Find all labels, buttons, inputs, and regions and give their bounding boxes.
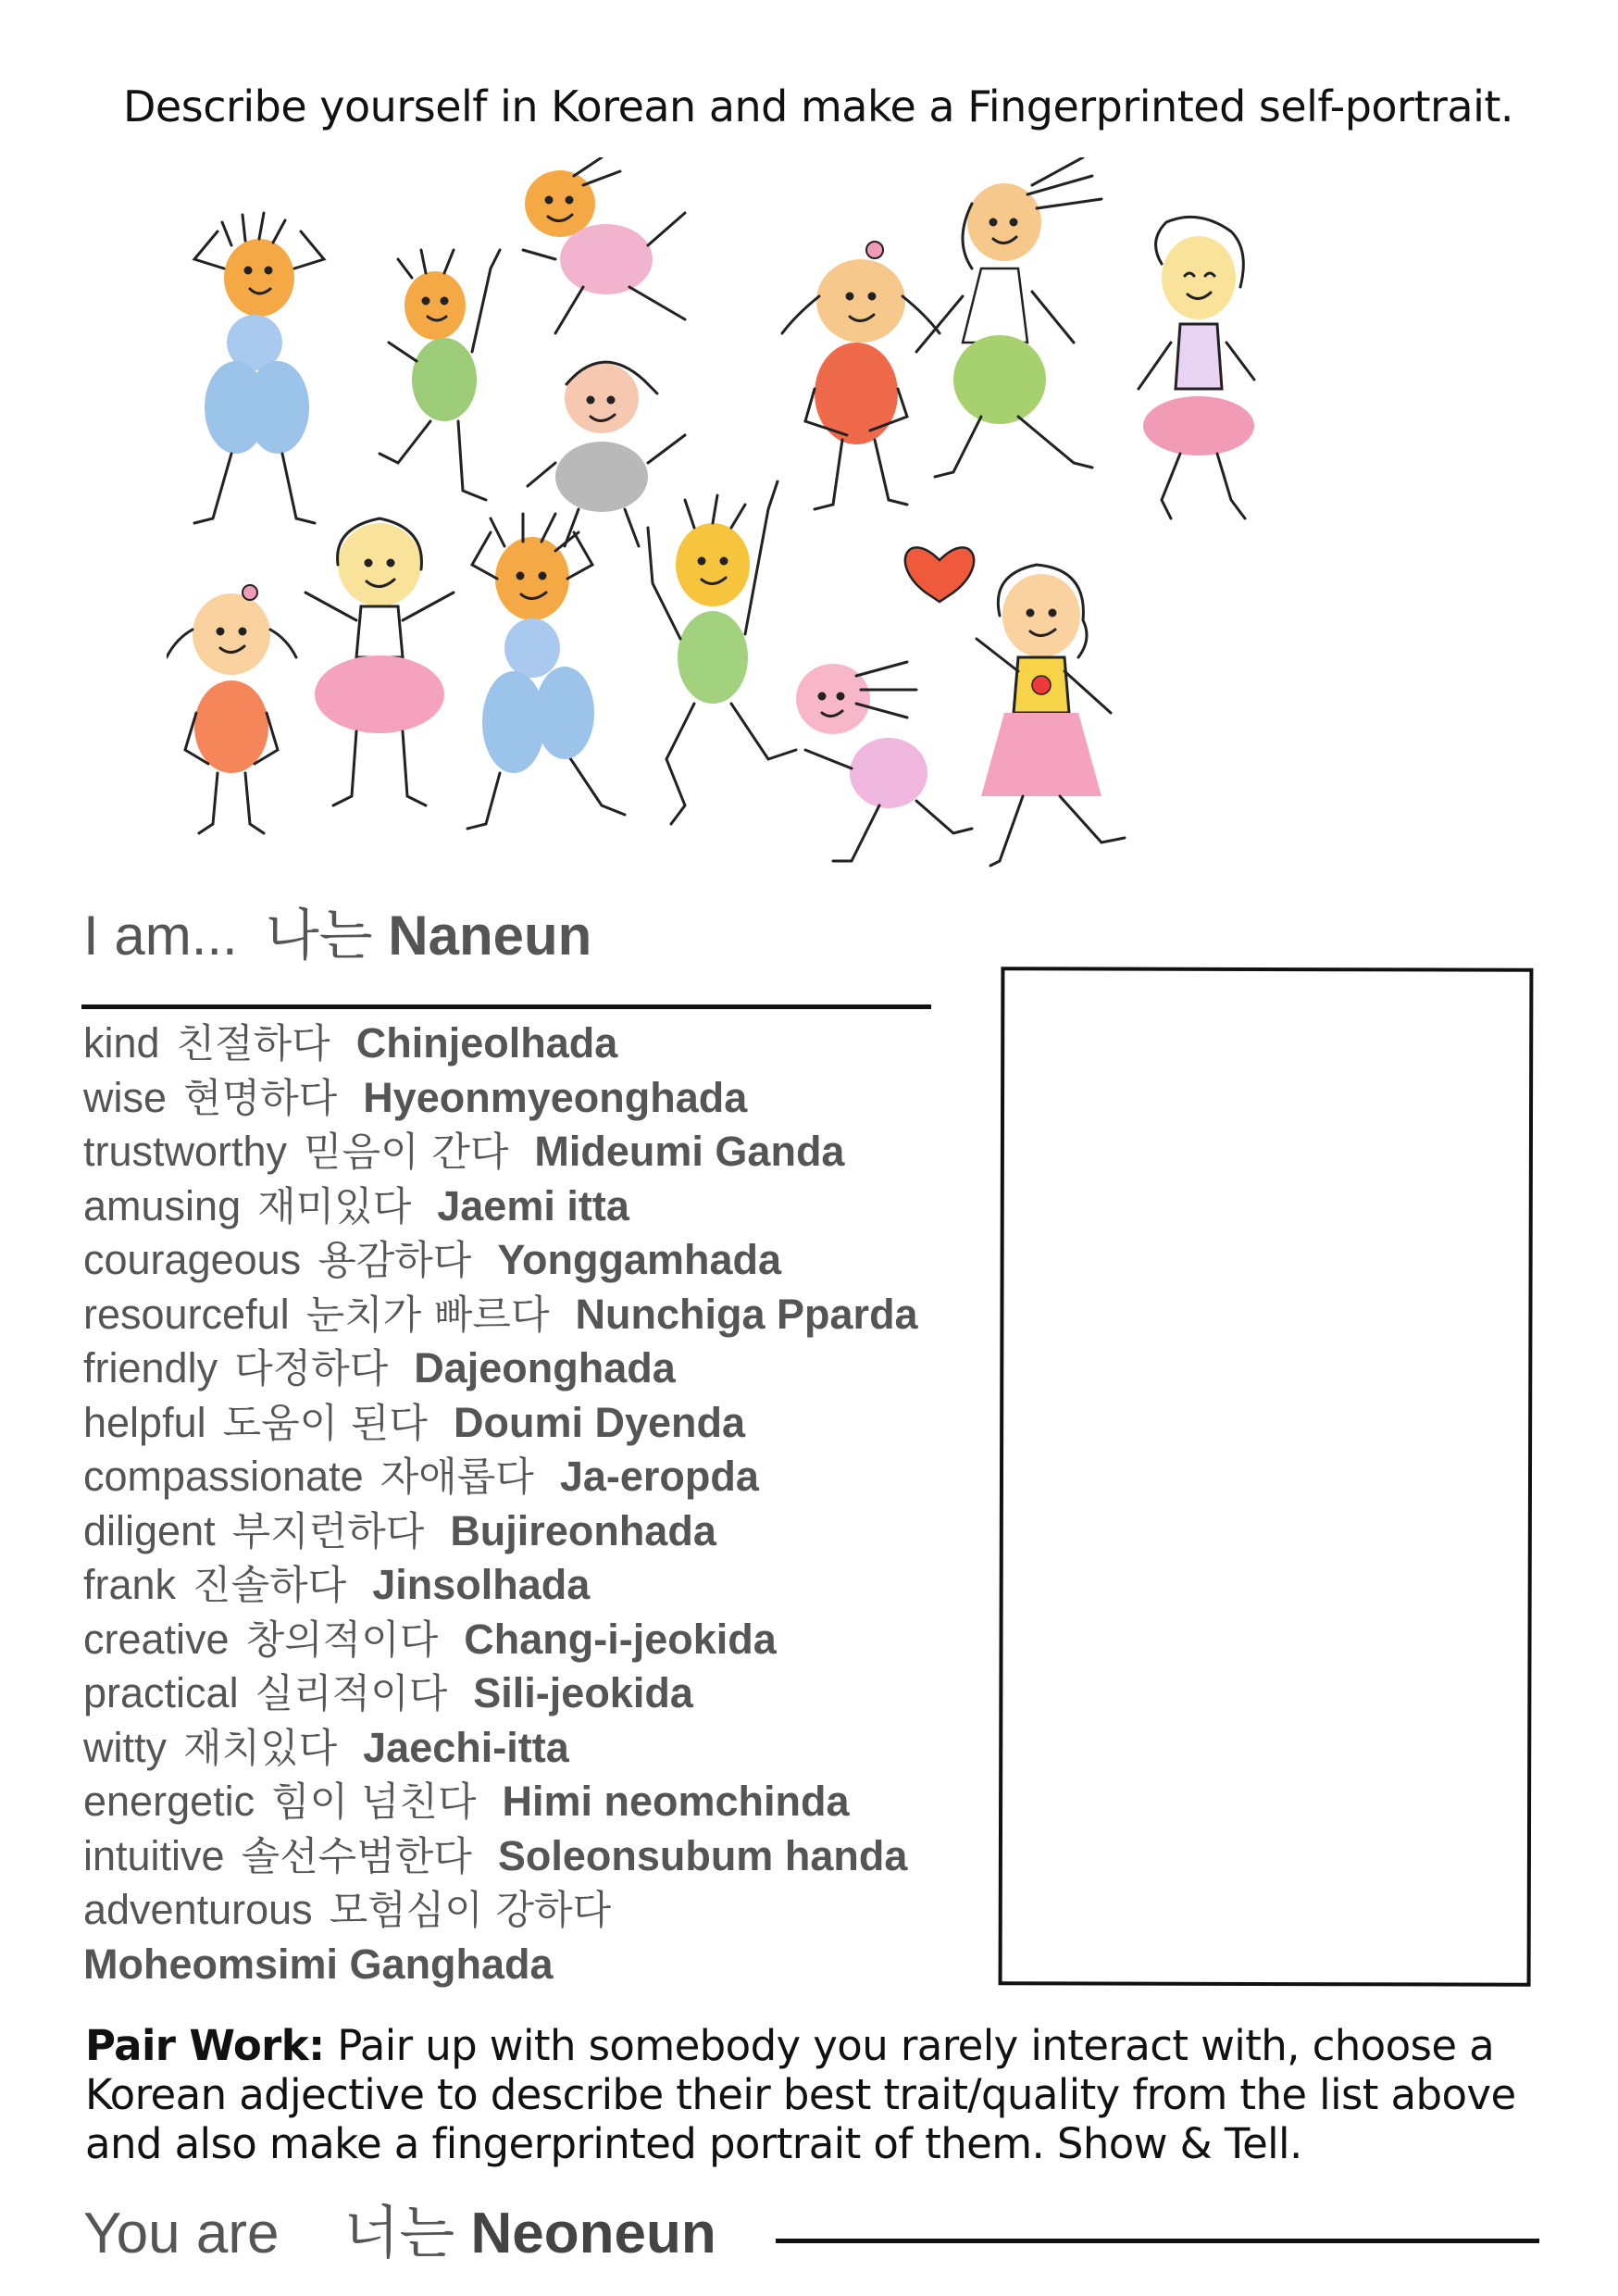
adjective-english: amusing: [83, 1181, 242, 1229]
adjective-korean: 다정하다: [234, 1346, 389, 1392]
adjective-romanized: Bujireonhada: [450, 1506, 716, 1554]
kid-pink-running: [796, 662, 972, 861]
adjective-row: [83, 1613, 918, 1667]
adjective-korean: 도움이 된다: [222, 1400, 428, 1447]
adjective-korean: 힘이 넘친다: [271, 1779, 477, 1826]
kid-gray-cap: [528, 362, 685, 546]
adjective-korean: 모험심이 강하다: [329, 1888, 612, 1934]
kid-yellow-dress: [977, 565, 1125, 866]
adjective-english: trustworthy: [83, 1128, 288, 1175]
adjective-row: [83, 1504, 918, 1559]
adjective-romanized: Doumi Dyenda: [453, 1398, 746, 1446]
adjective-korean: 눈치가 빠르다: [305, 1292, 550, 1339]
adjective-row: [83, 1233, 918, 1288]
you-are-romanized: Neoneun: [470, 2202, 716, 2265]
worksheet-title: Describe yourself in Korean and make a Fingerprinted self-portrait.: [123, 81, 1514, 131]
kid-green-jumping: [648, 481, 796, 824]
adjective-romanized: Jaemi itta: [437, 1181, 629, 1229]
adjective-row: [83, 1125, 918, 1179]
you-are-korean: 너는: [343, 2202, 455, 2265]
adjective-english: creative: [83, 1615, 230, 1663]
adjective-row: [83, 1396, 918, 1451]
heart-icon: [905, 547, 974, 602]
adjective-row: [83, 1071, 918, 1126]
adjective-english: helpful: [83, 1398, 206, 1446]
i-am-english: I am...: [83, 905, 238, 967]
adjective-korean: 재치있다: [183, 1725, 338, 1772]
self-portrait-box[interactable]: [999, 967, 1534, 1987]
adjective-row-continued: [83, 1938, 918, 1992]
adjective-korean: 친절하다: [176, 1021, 330, 1067]
adjective-row: [83, 1288, 918, 1342]
adjective-korean: 자애롭다: [380, 1454, 534, 1501]
kid-pink-jumping: [523, 157, 685, 333]
adjective-row: [83, 1666, 918, 1721]
adjective-romanized: Dajeonghada: [414, 1344, 676, 1391]
pair-work-text: Pair up with somebody you rarely interact with, choose a Korean adjective to describe their best trait/quality from the list above and also make a fingerprinted portrait of them. Show & Tell.: [85, 2021, 1516, 2168]
kid-green-dress: [916, 157, 1101, 477]
adjective-row: [83, 1017, 918, 1071]
adjective-english: energetic: [83, 1778, 255, 1825]
adjective-romanized: Moheomsimi Ganghada: [83, 1940, 554, 1988]
adjective-row: [83, 1450, 918, 1504]
adjective-english: kind: [83, 1019, 160, 1067]
adjective-english: intuitive: [83, 1831, 225, 1879]
kid-blue-boy: [194, 213, 324, 523]
adjective-row: [83, 1179, 918, 1234]
adjective-english: frank: [83, 1561, 177, 1608]
i-am-answer-line[interactable]: [81, 1004, 931, 1009]
kid-blue-boy-2: [467, 514, 625, 829]
adjective-english: resourceful: [83, 1290, 290, 1338]
adjective-korean: 진솔하다: [193, 1563, 347, 1609]
adjective-romanized: Soleonsubum handa: [497, 1831, 908, 1879]
adjective-romanized: Chinjeolhada: [355, 1019, 618, 1067]
adjective-romanized: Mideumi Ganda: [534, 1128, 845, 1175]
adjective-row: [83, 1829, 918, 1884]
adjective-english: adventurous: [83, 1886, 313, 1933]
adjective-romanized: Nunchiga Pparda: [575, 1290, 918, 1338]
adjective-romanized: Sili-jeokida: [473, 1669, 693, 1716]
adjective-korean: 솔선수범한다: [241, 1833, 472, 1880]
i-am-heading: [83, 892, 591, 971]
i-am-romanized: Naneun: [388, 905, 592, 967]
adjective-korean: 용감하다: [317, 1238, 472, 1284]
adjective-english: witty: [83, 1723, 167, 1771]
pair-work-label: Pair Work:: [85, 2021, 325, 2070]
adjective-romanized: Jaechi-itta: [363, 1723, 569, 1771]
adjective-korean: 부지런하다: [231, 1508, 425, 1555]
kid-green-boy: [380, 250, 500, 500]
adjective-english: wise: [83, 1073, 168, 1121]
you-are-answer-line[interactable]: [776, 2239, 1539, 2243]
adjective-row: [83, 1883, 918, 1938]
fingerprint-children-illustration: [167, 157, 1407, 944]
adjective-list: [83, 1017, 918, 1991]
adjective-english: compassionate: [83, 1453, 364, 1500]
adjective-row: [83, 1558, 918, 1613]
pair-work-instructions: [85, 2021, 1566, 2168]
adjective-row: [83, 1341, 918, 1396]
adjective-english: diligent: [83, 1506, 216, 1554]
adjective-english: friendly: [83, 1344, 218, 1391]
kid-pink-tutu: [1139, 217, 1254, 518]
adjective-romanized: Himi neomchinda: [502, 1778, 850, 1825]
adjective-romanized: Jinsolhada: [372, 1561, 591, 1608]
adjective-romanized: Chang-i-jeokida: [464, 1615, 777, 1663]
kid-orange-girl: [167, 585, 296, 833]
adjective-english: courageous: [83, 1236, 302, 1283]
adjective-romanized: Yonggamhada: [497, 1236, 782, 1283]
adjective-korean: 현명하다: [183, 1075, 338, 1122]
adjective-row: [83, 1721, 918, 1776]
you-are-english: You are: [83, 2202, 280, 2265]
adjective-romanized: Hyeonmyeonghada: [363, 1073, 748, 1121]
adjective-korean: 창의적이다: [245, 1616, 439, 1664]
kid-pink-skirt: [305, 518, 454, 805]
adjective-korean: 재미있다: [257, 1183, 412, 1230]
adjective-romanized: Ja-eropda: [559, 1453, 759, 1500]
you-are-heading: [83, 2187, 716, 2269]
adjective-korean: 실리적이다: [255, 1671, 448, 1717]
kid-red-girl: [782, 242, 940, 509]
i-am-korean: 나는: [265, 905, 373, 967]
adjective-korean: 믿음이 간다: [304, 1129, 509, 1176]
adjective-english: practical: [83, 1669, 239, 1716]
adjective-row: [83, 1775, 918, 1829]
